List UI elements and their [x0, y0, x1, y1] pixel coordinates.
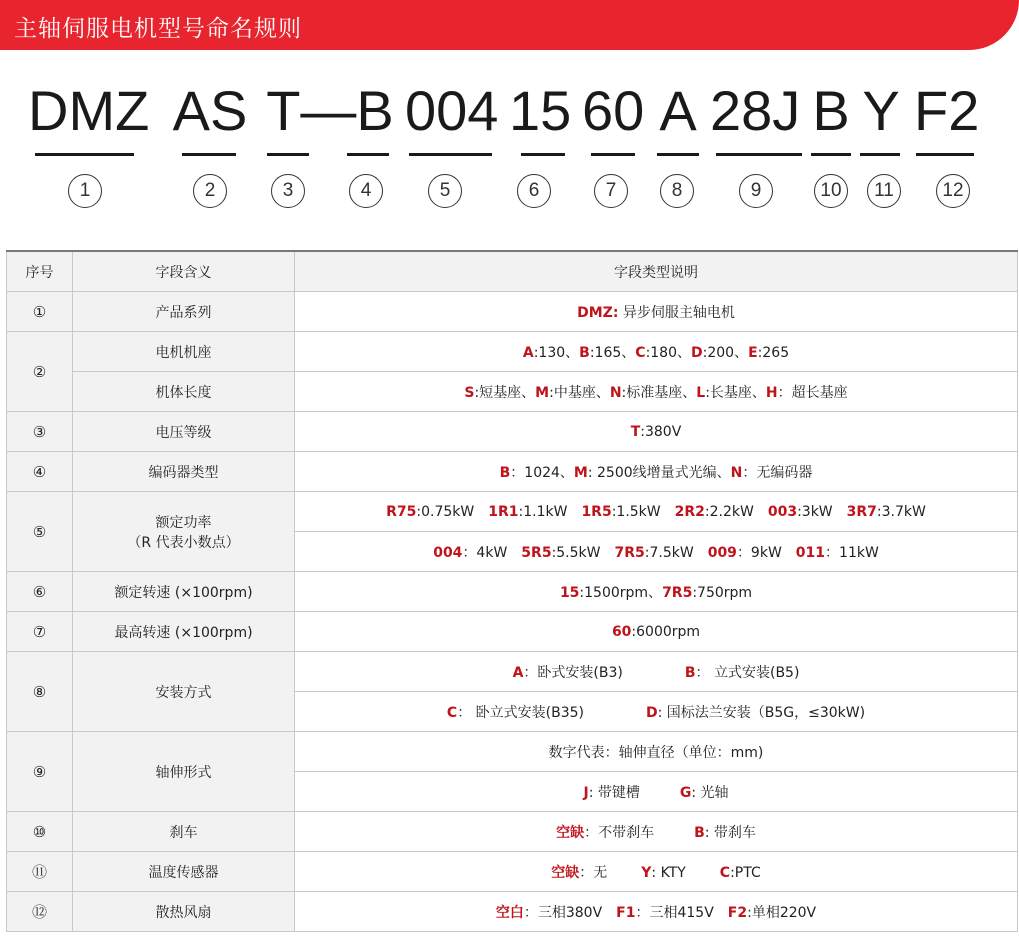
row-number: ⑤ — [7, 492, 73, 572]
field-description — [295, 812, 1018, 852]
code: E — [748, 344, 758, 361]
desc-text: : 2500线增量式光编、 — [587, 464, 731, 481]
table-row — [7, 892, 1018, 932]
field-meaning: 轴伸形式 — [73, 732, 295, 812]
segment-text: AS — [172, 79, 248, 142]
field-number-7: 7 — [594, 174, 628, 208]
underline — [35, 153, 134, 156]
segment-15 — [509, 78, 571, 144]
desc-text: :180、 — [645, 344, 692, 361]
segment-text: 15 — [509, 79, 572, 142]
header-no: 序号 — [7, 251, 73, 292]
segment-text: F2 — [914, 79, 980, 142]
segment-a — [656, 78, 700, 144]
code: B — [579, 344, 590, 361]
code: R75 — [386, 503, 417, 520]
desc-text: :1500rpm、 — [579, 584, 663, 601]
field-description — [295, 532, 1018, 572]
code: 3R7 — [846, 503, 877, 520]
code: M — [535, 384, 550, 401]
field-meaning: 温度传感器 — [73, 852, 295, 892]
field-meaning: 额定转速 (×100rpm) — [73, 572, 295, 612]
code: B — [684, 664, 696, 681]
code: A — [512, 664, 524, 681]
underline — [347, 153, 389, 156]
field-number-2: 2 — [193, 174, 227, 208]
code: N — [730, 464, 743, 481]
underline — [860, 153, 900, 156]
naming-rule-table — [6, 250, 1018, 932]
desc-text: : 带键槽 — [588, 784, 640, 801]
code: 空缺 — [556, 824, 585, 841]
field-meaning: 编码器类型 — [73, 452, 295, 492]
page-title: 主轴伺服电机型号命名规则 — [14, 16, 302, 42]
code: 003 — [767, 503, 798, 520]
code: S — [464, 384, 475, 401]
underline — [409, 153, 492, 156]
desc-text: ：11kW — [825, 544, 879, 561]
field-number-12: 12 — [936, 174, 970, 208]
field-meaning: 安装方式 — [73, 652, 295, 732]
underline — [811, 153, 851, 156]
underline — [521, 153, 565, 156]
table-row — [7, 452, 1018, 492]
code: 009 — [707, 544, 737, 561]
code: A — [522, 344, 534, 361]
segment-text: 28J — [710, 79, 801, 142]
code: L — [696, 384, 706, 401]
code: 15 — [559, 584, 580, 601]
desc-text: ：不带刹车 — [584, 824, 655, 841]
underline — [916, 153, 974, 156]
underline — [591, 153, 635, 156]
table-row — [7, 612, 1018, 652]
code: H — [765, 384, 778, 401]
desc-text: :165、 — [589, 344, 636, 361]
row-number: ⑨ — [7, 732, 73, 812]
code: 空缺 — [551, 864, 580, 881]
code: 1R1 — [488, 503, 519, 520]
code: 5R5 — [521, 544, 552, 561]
code: B — [499, 464, 511, 481]
segment-text: T—B — [266, 79, 394, 142]
code: Y — [641, 864, 652, 881]
segment-f2 — [914, 78, 980, 144]
field-description — [295, 612, 1018, 652]
desc-text: ：三相415V — [635, 904, 714, 921]
table-row — [7, 812, 1018, 852]
code: 7R5 — [662, 584, 693, 601]
code: F2 — [727, 904, 748, 921]
desc-text: :1.1kW — [518, 503, 568, 520]
desc-text: ：无 — [579, 864, 608, 881]
desc-text: :标准基座、 — [621, 384, 697, 401]
segment-dmz — [28, 78, 150, 144]
field-description — [295, 892, 1018, 932]
segment-as — [172, 78, 248, 144]
segment-28j — [710, 78, 800, 144]
field-description — [295, 572, 1018, 612]
field-meaning: 电机机座 — [73, 332, 295, 372]
table-header-row — [7, 251, 1018, 292]
desc-text: :265 — [757, 344, 790, 361]
model-code-diagram — [0, 78, 1019, 218]
row-number: ⑧ — [7, 652, 73, 732]
row-number: ⑩ — [7, 812, 73, 852]
header-desc: 字段类型说明 — [295, 251, 1018, 292]
desc-text: :长基座、 — [705, 384, 766, 401]
desc-text: ：1024、 — [510, 464, 574, 481]
desc-text: :7.5kW — [644, 544, 694, 561]
code: J — [583, 784, 589, 801]
desc-text: :750rpm — [692, 584, 753, 601]
code: B — [694, 824, 705, 841]
field-meaning: 刹车 — [73, 812, 295, 852]
desc-text: :3kW — [797, 503, 833, 520]
row-number: ⑪ — [7, 852, 73, 892]
desc-text: ：三相380V — [523, 904, 603, 921]
field-number-3: 3 — [271, 174, 305, 208]
field-description — [295, 452, 1018, 492]
segment-t-b — [265, 78, 395, 144]
code: 011 — [795, 544, 826, 561]
table-row — [7, 412, 1018, 452]
desc-text: :130、 — [533, 344, 580, 361]
field-meaning: 散热风扇 — [73, 892, 295, 932]
table-row — [7, 572, 1018, 612]
desc-text: :200、 — [702, 344, 749, 361]
segment-60 — [582, 78, 644, 144]
code: M — [573, 464, 588, 481]
desc-text: : KTY — [651, 864, 686, 881]
segment-text: 004 — [405, 79, 499, 142]
segment-b — [810, 78, 852, 144]
field-number-1: 1 — [68, 174, 102, 208]
segment-text: DMZ — [28, 79, 150, 142]
field-meaning: 机体长度 — [73, 372, 295, 412]
table-row — [7, 732, 1018, 772]
field-meaning: 电压等级 — [73, 412, 295, 452]
desc-text: 异步伺服主轴电机 — [618, 304, 735, 321]
table-row — [7, 292, 1018, 332]
desc-text: :6000rpm — [631, 623, 701, 640]
meaning-note: （R 代表小数点） — [127, 534, 240, 551]
table-row — [7, 372, 1018, 412]
field-description — [295, 692, 1018, 732]
code: T — [630, 423, 641, 440]
field-description — [295, 772, 1018, 812]
row-number: ① — [7, 292, 73, 332]
field-number-5: 5 — [428, 174, 462, 208]
code: 2R2 — [674, 503, 705, 520]
field-number-11: 11 — [867, 174, 901, 208]
desc-text: ：无编码器 — [742, 464, 813, 481]
field-number-8: 8 — [660, 174, 694, 208]
underline — [716, 153, 802, 156]
underline — [182, 153, 236, 156]
field-number-10: 10 — [814, 174, 848, 208]
meaning-line: 额定功率 — [155, 514, 212, 531]
code: D — [691, 344, 703, 361]
code: G — [679, 784, 692, 801]
desc-text: :PTC — [730, 864, 761, 881]
underline — [657, 153, 699, 156]
desc-text: :380V — [640, 423, 682, 440]
field-description — [295, 332, 1018, 372]
segment-text: Y — [862, 79, 900, 142]
row-number: ④ — [7, 452, 73, 492]
desc-text: ：4kW — [462, 544, 508, 561]
row-number: ③ — [7, 412, 73, 452]
field-description: 数字代表：轴伸直径（单位：mm) — [295, 732, 1018, 772]
desc-text: ： 立式安装(B5) — [695, 664, 800, 681]
field-number-6: 6 — [517, 174, 551, 208]
row-number: ⑥ — [7, 572, 73, 612]
row-number: ⑦ — [7, 612, 73, 652]
code: F1 — [616, 904, 636, 921]
segment-text: B — [812, 79, 850, 142]
desc-text: :5.5kW — [551, 544, 601, 561]
field-meaning — [73, 492, 295, 572]
desc-text: :短基座、 — [474, 384, 536, 401]
desc-text: :2.2kW — [704, 503, 754, 520]
desc-text: ：卧式安装(B3) — [523, 664, 623, 681]
code: 空白 — [495, 904, 524, 921]
desc-text: ：超长基座 — [777, 384, 848, 401]
code: DMZ: — [577, 304, 619, 321]
header-meaning: 字段含义 — [73, 251, 295, 292]
field-meaning: 最高转速 (×100rpm) — [73, 612, 295, 652]
code: D — [645, 704, 658, 721]
underline — [267, 153, 309, 156]
desc-text: : 带刹车 — [704, 824, 756, 841]
code: 7R5 — [614, 544, 645, 561]
table-row — [7, 332, 1018, 372]
desc-text: ：9kW — [736, 544, 782, 561]
desc-text: :0.75kW — [416, 503, 475, 520]
field-description — [295, 492, 1018, 532]
field-description — [295, 372, 1018, 412]
code: 60 — [611, 623, 632, 640]
field-description — [295, 292, 1018, 332]
desc-text: :单相220V — [747, 904, 817, 921]
code: 1R5 — [581, 503, 612, 520]
field-description — [295, 652, 1018, 692]
desc-text: ： 卧立式安装(B35) — [457, 704, 584, 721]
code: C — [635, 344, 646, 361]
table-row — [7, 852, 1018, 892]
desc-text: : 国标法兰安装（B5G，≤30kW) — [657, 704, 866, 721]
row-number: ⑫ — [7, 892, 73, 932]
field-description — [295, 852, 1018, 892]
segment-text: 60 — [582, 79, 645, 142]
code: C — [446, 704, 458, 721]
header-banner — [0, 0, 1019, 50]
desc-text: : 光轴 — [691, 784, 729, 801]
code: C — [719, 864, 731, 881]
field-number-4: 4 — [349, 174, 383, 208]
field-meaning: 产品系列 — [73, 292, 295, 332]
desc-text: :1.5kW — [611, 503, 661, 520]
table-row — [7, 492, 1018, 532]
desc-text: :3.7kW — [876, 503, 926, 520]
field-number-9: 9 — [739, 174, 773, 208]
table-row — [7, 652, 1018, 692]
field-description — [295, 412, 1018, 452]
segment-y — [860, 78, 902, 144]
code: 004 — [433, 544, 463, 561]
segment-004 — [405, 78, 497, 144]
segment-text: A — [659, 79, 697, 142]
row-number: ② — [7, 332, 73, 412]
code: N — [609, 384, 622, 401]
desc-text: :中基座、 — [549, 384, 610, 401]
